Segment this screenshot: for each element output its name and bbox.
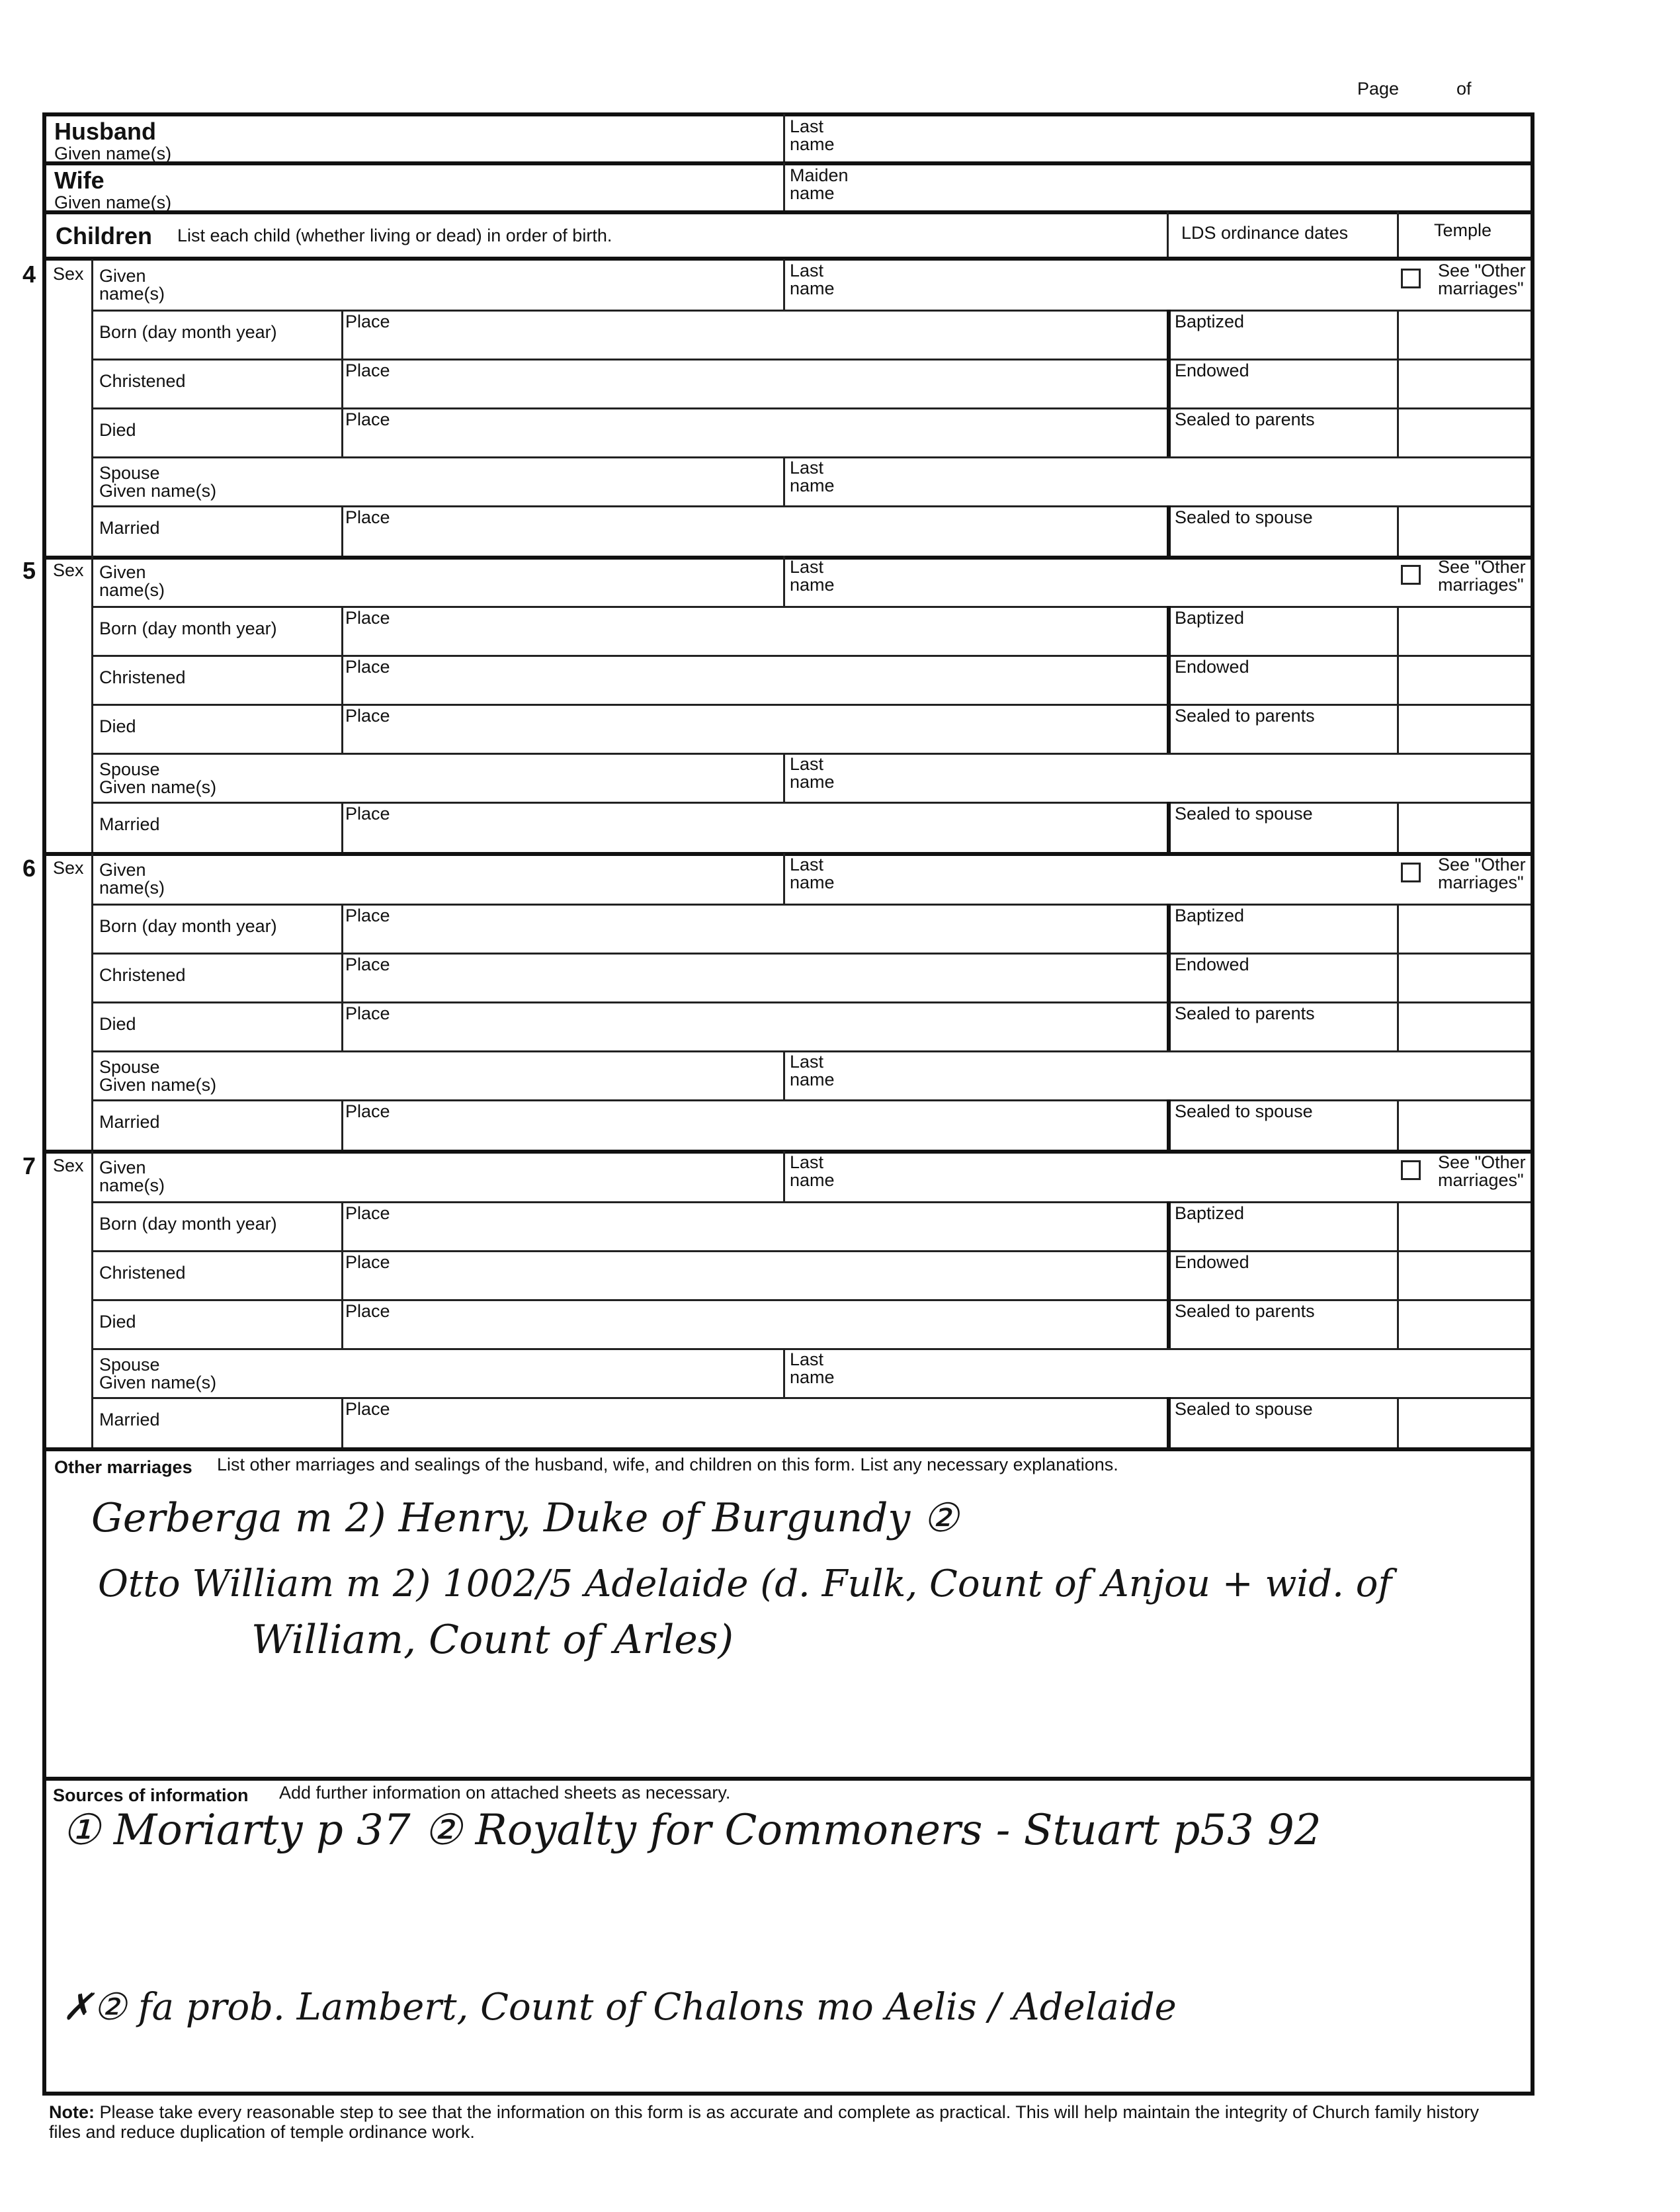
- child-5-given-field[interactable]: [192, 560, 774, 602]
- child-7-other-marriages-checkbox[interactable]: [1401, 1160, 1421, 1180]
- children-instruction: List each child (whether living or dead) in order of birth.: [177, 226, 612, 245]
- child-7-endowed-label: Endowed: [1175, 1252, 1249, 1272]
- wife-divider: [783, 163, 785, 210]
- child-5-other-marriages-label: See "Other marriages": [1438, 557, 1526, 595]
- child-5-last-label: Last name: [790, 557, 835, 595]
- child-5-sex-label: Sex: [53, 560, 84, 580]
- child-6-christened-place-field[interactable]: [347, 975, 1160, 999]
- husband-given-label: Given name(s): [54, 144, 172, 163]
- child-4-baptized-temple-field[interactable]: [1401, 312, 1527, 356]
- form-top-border: [42, 112, 1534, 116]
- note-text: Please take every reasonable step to see that the information on this form is as accurate and complete as practical. This will help maintain the integrity of Church family history files and reduce duplication of temple ordinance work.: [49, 2102, 1480, 2142]
- child-6-married-place-field[interactable]: [347, 1122, 1160, 1147]
- child-4-sealed-spouse-temple-field[interactable]: [1401, 508, 1527, 553]
- child-4-died-label: Died: [99, 420, 136, 440]
- wife-maiden-field[interactable]: [860, 168, 1521, 208]
- child-6-born-place-field[interactable]: [347, 926, 1160, 950]
- husband-last-label: Last name: [790, 116, 835, 154]
- sources-title: Sources of information: [53, 1785, 249, 1805]
- child-6-sealed-spouse-temple-field[interactable]: [1401, 1102, 1527, 1147]
- child-5-born-place-field[interactable]: [347, 628, 1160, 652]
- child-5-born-label: Born (day month year): [99, 618, 277, 638]
- child-7-given-label: Given name(s): [99, 1158, 165, 1195]
- child-7-endowed-field[interactable]: [1175, 1274, 1393, 1297]
- child-5-spouse-label: Spouse Given name(s): [99, 759, 217, 797]
- child-7-christened-place-label: Place: [345, 1252, 390, 1272]
- child-5-married-place-field[interactable]: [347, 824, 1160, 849]
- husband-divider: [783, 114, 785, 161]
- other-marriages-line-3: William, Count of Arles): [251, 1617, 734, 1663]
- child-6-christened-ord-divider: [1167, 953, 1171, 1001]
- child-6-other-marriages-checkbox[interactable]: [1401, 863, 1421, 882]
- child-4-christened-label: Christened: [99, 371, 186, 391]
- child-5-christened-temple-divider: [1397, 655, 1399, 704]
- child-4-spouse-last-field[interactable]: [860, 463, 1521, 503]
- child-7-died-place-field[interactable]: [347, 1322, 1160, 1345]
- child-6-endowed-field[interactable]: [1175, 976, 1393, 999]
- child-5-sealed-spouse-label: Sealed to spouse: [1175, 804, 1313, 824]
- child-5-died-place-label: Place: [345, 706, 390, 726]
- child-4-christened-divider: [341, 359, 343, 407]
- child-4-baptized-label: Baptized: [1175, 312, 1245, 331]
- lds-ordinance-label: LDS ordinance dates: [1181, 223, 1349, 243]
- child-7-born-bottom: [91, 1250, 1531, 1252]
- child-6-last-field[interactable]: [860, 857, 1389, 900]
- child-7-baptized-temple-field[interactable]: [1401, 1204, 1527, 1248]
- child-6-number: 6: [22, 855, 36, 882]
- child-7-born-ord-divider: [1167, 1201, 1171, 1250]
- children-title: Children: [56, 222, 153, 249]
- child-6-died-place-field[interactable]: [347, 1024, 1160, 1048]
- child-5-sealed_parents-temple-field[interactable]: [1401, 706, 1527, 750]
- child-4-last-field[interactable]: [860, 263, 1389, 306]
- child-5-number: 5: [22, 557, 36, 584]
- child-5-christened-ord-divider: [1167, 655, 1171, 704]
- child-4-spouse-label: Spouse Given name(s): [99, 463, 217, 501]
- sources-instruction: Add further information on attached sheets as necessary.: [279, 1783, 731, 1803]
- child-5-married-place-label: Place: [345, 804, 390, 824]
- child-5-sealed-spouse-field[interactable]: [1175, 826, 1393, 849]
- child-4-given-label: Given name(s): [99, 266, 165, 304]
- form-right-border: [1531, 112, 1534, 2094]
- child-7-sex-label: Sex: [53, 1156, 84, 1175]
- other-marriages-title: Other marriages: [54, 1457, 192, 1477]
- child-7-last-field[interactable]: [860, 1155, 1389, 1197]
- child-6-baptized-label: Baptized: [1175, 906, 1245, 925]
- child-4-christened-ord-divider: [1167, 359, 1171, 407]
- child-5-died-label: Died: [99, 716, 136, 736]
- child-6-christened-temple-divider: [1397, 953, 1399, 1001]
- husband-bottom-line: [42, 161, 1534, 165]
- child-6-spouse-last-field[interactable]: [860, 1057, 1521, 1097]
- child-7-spouse-label: Spouse Given name(s): [99, 1355, 217, 1392]
- child-7-baptized-label: Baptized: [1175, 1203, 1245, 1223]
- child-4-sealed-spouse-field[interactable]: [1175, 529, 1393, 553]
- child-7-sealed-spouse-label: Sealed to spouse: [1175, 1399, 1313, 1419]
- child-4-spouse-divider: [783, 456, 785, 505]
- child-6-married-place-label: Place: [345, 1101, 390, 1121]
- sources-line-1: ① Moriarty p 37 ② Royalty for Commoners - Stuart p53 92: [62, 1806, 1322, 1855]
- husband-given-field[interactable]: [198, 119, 774, 159]
- child-6-born-label: Born (day month year): [99, 916, 277, 936]
- child-5-married-temple-divider: [1397, 802, 1399, 852]
- child-5-last-field[interactable]: [860, 560, 1389, 602]
- child-6-born-temple-divider: [1397, 904, 1399, 953]
- child-5-other-marriages-checkbox[interactable]: [1401, 565, 1421, 585]
- child-5-sealed-spouse-temple-field[interactable]: [1401, 804, 1527, 849]
- child-7-christened-label: Christened: [99, 1263, 186, 1283]
- child-7-christened-ord-divider: [1167, 1250, 1171, 1299]
- child-6-born-ord-divider: [1167, 904, 1171, 953]
- child-7-spouse-bottom: [91, 1397, 1531, 1399]
- child-6-given-label: Given name(s): [99, 860, 165, 898]
- child-6-christened-label: Christened: [99, 965, 186, 985]
- child-7-married-divider: [341, 1397, 343, 1447]
- child-6-given-field[interactable]: [192, 857, 774, 900]
- child-7-sealed_parents-label: Sealed to parents: [1175, 1301, 1315, 1321]
- child-7-christened-place-field[interactable]: [347, 1273, 1160, 1297]
- child-5-born-divider: [341, 606, 343, 655]
- child-4-last-label: Last name: [790, 261, 835, 298]
- child-7-sealed_parents-temple-field[interactable]: [1401, 1302, 1527, 1345]
- child-5-endowed-temple-field[interactable]: [1401, 658, 1527, 701]
- child-5-baptized-temple-field[interactable]: [1401, 609, 1527, 652]
- child-4-married-ord-divider: [1167, 505, 1171, 556]
- child-7-spouse-given-field[interactable]: [304, 1355, 774, 1394]
- child-5-spouse-given-field[interactable]: [304, 759, 774, 799]
- husband-section: [54, 119, 171, 163]
- child-7-born-place-label: Place: [345, 1203, 390, 1223]
- child-5-endowed-label: Endowed: [1175, 657, 1249, 677]
- child-6-born-divider: [341, 904, 343, 953]
- child-5-christened-label: Christened: [99, 667, 186, 687]
- child-6-spouse-divider: [783, 1050, 785, 1099]
- page-label: Page: [1357, 79, 1400, 99]
- child-7-sealed_parents-field[interactable]: [1175, 1323, 1393, 1345]
- child-7-endowed-temple-field[interactable]: [1401, 1253, 1527, 1297]
- child-4-sex-label: Sex: [53, 264, 84, 284]
- child-7-married-place-label: Place: [345, 1399, 390, 1419]
- child-4-died-place-label: Place: [345, 409, 390, 429]
- child-7-last-label: Last name: [790, 1152, 835, 1190]
- child-7-name-divider: [783, 1151, 785, 1201]
- child-7-number: 7: [22, 1152, 36, 1179]
- child-4-born-place-label: Place: [345, 312, 390, 331]
- child-7-died-ord-divider: [1167, 1299, 1171, 1348]
- child-7-christened-divider: [341, 1250, 343, 1299]
- child-7-block-bottom: [42, 1447, 1534, 1451]
- child-5-baptized-label: Baptized: [1175, 608, 1245, 628]
- child-5-name-divider: [783, 556, 785, 606]
- note-title: Note:: [49, 2102, 95, 2122]
- child-5-given-label: Given name(s): [99, 562, 165, 600]
- child-7-baptized-field[interactable]: [1175, 1225, 1393, 1248]
- child-4-spouse-bottom: [91, 505, 1531, 507]
- child-5-spouse-bottom: [91, 802, 1531, 804]
- child-5-married-divider: [341, 802, 343, 852]
- child-4-given-field[interactable]: [192, 263, 774, 306]
- child-6-sealed-spouse-field[interactable]: [1175, 1123, 1393, 1147]
- child-5-died-ord-divider: [1167, 704, 1171, 753]
- child-4-sealed_parents-field[interactable]: [1175, 431, 1393, 454]
- child-4-born-place-field[interactable]: [347, 332, 1160, 356]
- form-bottom-border: [42, 2092, 1534, 2096]
- child-4-married-label: Married: [99, 518, 160, 538]
- child-6-endowed-label: Endowed: [1175, 955, 1249, 974]
- child-4-born-divider: [341, 310, 343, 359]
- child-7-spouse-last-field[interactable]: [860, 1355, 1521, 1394]
- child-7-born-label: Born (day month year): [99, 1214, 277, 1234]
- wife-section: [54, 168, 171, 212]
- husband-title: Husband: [54, 118, 157, 145]
- child-5-born-ord-divider: [1167, 606, 1171, 655]
- child-7-other-marriages-label: See "Other marriages": [1438, 1152, 1526, 1190]
- child-5-endowed-field[interactable]: [1175, 679, 1393, 701]
- child-6-sealed_parents-temple-field[interactable]: [1401, 1004, 1527, 1048]
- child-5-spouse-last-label: Last name: [790, 754, 835, 792]
- other-marriages-instruction: List other marriages and sealings of the husband, wife, and children on this form. List any necessary explanations.: [217, 1455, 1118, 1474]
- child-6-died-divider: [341, 1001, 343, 1050]
- wife-title: Wife: [54, 167, 105, 194]
- child-6-last-label: Last name: [790, 855, 835, 892]
- wife-given-label: Given name(s): [54, 192, 172, 212]
- child-4-christened-place-label: Place: [345, 361, 390, 380]
- child-7-married-ord-divider: [1167, 1397, 1171, 1447]
- child-4-endowed-field[interactable]: [1175, 382, 1393, 405]
- child-5-sealed_parents-field[interactable]: [1175, 728, 1393, 750]
- child-4-married-place-field[interactable]: [347, 528, 1160, 553]
- child-4-other-marriages-label: See "Other marriages": [1438, 261, 1526, 298]
- child-5-married-label: Married: [99, 814, 160, 834]
- child-7-sealed-spouse-temple-field[interactable]: [1401, 1400, 1527, 1445]
- child-4-sealed_parents-temple-field[interactable]: [1401, 410, 1527, 454]
- child-5-baptized-field[interactable]: [1175, 630, 1393, 652]
- child-7-died-label: Died: [99, 1312, 136, 1332]
- temple-label: Temple: [1434, 220, 1492, 240]
- child-6-endowed-temple-field[interactable]: [1401, 955, 1527, 999]
- child-5-died-place-field[interactable]: [347, 726, 1160, 750]
- child-4-born-label: Born (day month year): [99, 322, 277, 342]
- child-4-spouse-given-field[interactable]: [304, 463, 774, 503]
- child-6-married-label: Married: [99, 1112, 160, 1132]
- child-7-died-temple-divider: [1397, 1299, 1399, 1348]
- child-6-married-ord-divider: [1167, 1099, 1171, 1150]
- wife-given-field[interactable]: [198, 168, 774, 208]
- other-marriages-line-1: Gerberga m 2) Henry, Duke of Burgundy ②: [91, 1495, 959, 1541]
- child-4-sealed-spouse-label: Sealed to spouse: [1175, 507, 1313, 527]
- form-left-border: [42, 112, 46, 2094]
- child-7-spouse-last-label: Last name: [790, 1349, 835, 1387]
- wife-bottom-line: [42, 210, 1534, 214]
- child-5-sealed_parents-label: Sealed to parents: [1175, 706, 1315, 726]
- child-7-married-place-field[interactable]: [347, 1420, 1160, 1445]
- child-5-married-ord-divider: [1167, 802, 1171, 852]
- child-7-christened-temple-divider: [1397, 1250, 1399, 1299]
- child-5-born-bottom: [91, 655, 1531, 657]
- child-7-married-label: Married: [99, 1410, 160, 1429]
- child-5-christened-divider: [341, 655, 343, 704]
- child-4-died-ord-divider: [1167, 407, 1171, 456]
- child-6-other-marriages-label: See "Other marriages": [1438, 855, 1526, 892]
- children-header-divider-1: [1167, 212, 1169, 257]
- child-4-given-bottom: [91, 310, 1531, 312]
- child-5-christened-place-label: Place: [345, 657, 390, 677]
- child-6-spouse-label: Spouse Given name(s): [99, 1057, 217, 1095]
- child-5-born-place-label: Place: [345, 608, 390, 628]
- child-6-baptized-temple-field[interactable]: [1401, 906, 1527, 950]
- child-7-born-divider: [341, 1201, 343, 1250]
- child-4-died-temple-divider: [1397, 407, 1399, 456]
- other-marriages-field[interactable]: [53, 1482, 1521, 1773]
- child-5-died-temple-divider: [1397, 704, 1399, 753]
- child-6-spouse-bottom: [91, 1099, 1531, 1101]
- child-4-other-marriages-checkbox[interactable]: [1401, 269, 1421, 288]
- child-7-married-temple-divider: [1397, 1397, 1399, 1447]
- child-6-sealed-spouse-label: Sealed to spouse: [1175, 1101, 1313, 1121]
- husband-last-field[interactable]: [860, 119, 1521, 159]
- child-4-died-place-field[interactable]: [347, 430, 1160, 454]
- child-6-died-temple-divider: [1397, 1001, 1399, 1050]
- child-4-endowed-label: Endowed: [1175, 361, 1249, 380]
- other-marriages-bottom-line: [42, 1777, 1534, 1781]
- child-4-baptized-field[interactable]: [1175, 333, 1393, 356]
- child-5-given-bottom: [91, 606, 1531, 608]
- child-6-block-bottom: [42, 1150, 1534, 1154]
- child-7-spouse-divider: [783, 1348, 785, 1397]
- child-6-spouse-last-label: Last name: [790, 1052, 835, 1089]
- child-6-died-ord-divider: [1167, 1001, 1171, 1050]
- child-6-born-bottom: [91, 953, 1531, 955]
- children-header-divider-2: [1397, 212, 1399, 257]
- child-4-name-divider: [783, 259, 785, 310]
- child-4-born-temple-divider: [1397, 310, 1399, 359]
- child-4-died-divider: [341, 407, 343, 456]
- child-4-born-ord-divider: [1167, 310, 1171, 359]
- child-6-name-divider: [783, 853, 785, 904]
- child-5-died-divider: [341, 704, 343, 753]
- wife-maiden-label: Maiden name: [790, 165, 849, 203]
- child-4-christened-place-field[interactable]: [347, 381, 1160, 405]
- child-4-married-place-label: Place: [345, 507, 390, 527]
- sources-field[interactable]: [53, 1806, 1521, 2084]
- child-7-born-place-field[interactable]: [347, 1224, 1160, 1248]
- child-7-died-place-label: Place: [345, 1301, 390, 1321]
- child-7-given-bottom: [91, 1201, 1531, 1203]
- child-6-sealed_parents-field[interactable]: [1175, 1025, 1393, 1048]
- footer-note: [49, 2102, 1504, 2142]
- child-5-spouse-divider: [783, 753, 785, 802]
- child-5-block-bottom: [42, 852, 1534, 856]
- child-4-married-divider: [341, 505, 343, 556]
- sources-line-2: ✗② fa prob. Lambert, Count of Chalons mo Aelis / Adelaide: [62, 1986, 1177, 2029]
- child-7-given-field[interactable]: [192, 1155, 774, 1197]
- child-5-born-temple-divider: [1397, 606, 1399, 655]
- child-6-married-divider: [341, 1099, 343, 1150]
- child-5-spouse-last-field[interactable]: [860, 759, 1521, 799]
- child-7-died-divider: [341, 1299, 343, 1348]
- child-6-married-temple-divider: [1397, 1099, 1399, 1150]
- child-6-sex-label: Sex: [53, 858, 84, 878]
- child-7-born-temple-divider: [1397, 1201, 1399, 1250]
- child-6-given-bottom: [91, 904, 1531, 906]
- child-6-died-label: Died: [99, 1014, 136, 1034]
- child-7-sealed-spouse-field[interactable]: [1175, 1421, 1393, 1445]
- child-4-married-temple-divider: [1397, 505, 1399, 556]
- child-6-born-place-label: Place: [345, 906, 390, 925]
- child-4-sealed_parents-label: Sealed to parents: [1175, 409, 1315, 429]
- child-4-spouse-last-label: Last name: [790, 458, 835, 495]
- child-5-christened-place-field[interactable]: [347, 677, 1160, 701]
- children-header-bottom-line: [42, 257, 1534, 261]
- child-4-christened-temple-divider: [1397, 359, 1399, 407]
- child-6-died-place-label: Place: [345, 1003, 390, 1023]
- child-6-christened-divider: [341, 953, 343, 1001]
- child-4-number: 4: [22, 261, 36, 288]
- child-4-born-bottom: [91, 359, 1531, 361]
- of-label: of: [1456, 79, 1472, 99]
- child-6-christened-place-label: Place: [345, 955, 390, 974]
- child-6-spouse-given-field[interactable]: [304, 1057, 774, 1097]
- other-marriages-line-2: Otto William m 2) 1002/5 Adelaide (d. Fulk, Count of Anjou + wid. of: [98, 1562, 1392, 1605]
- child-6-sealed_parents-label: Sealed to parents: [1175, 1003, 1315, 1023]
- child-4-endowed-temple-field[interactable]: [1401, 361, 1527, 405]
- child-6-baptized-field[interactable]: [1175, 927, 1393, 950]
